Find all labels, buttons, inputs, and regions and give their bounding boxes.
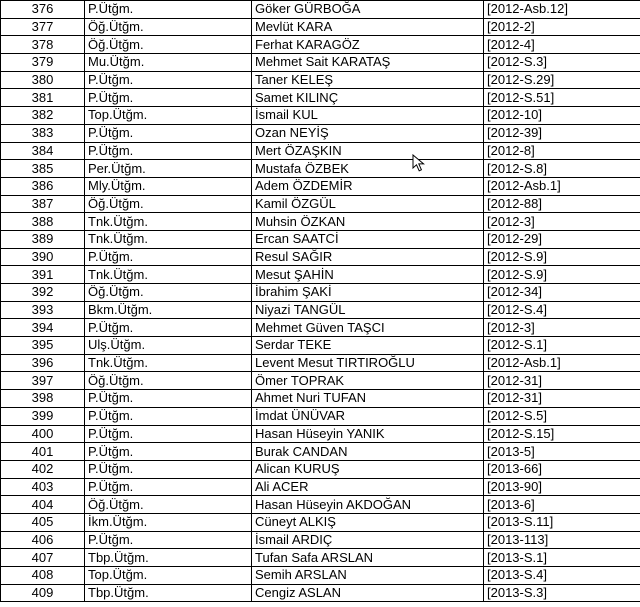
name-cell: Taner KELEŞ	[252, 71, 484, 89]
class-code-cell: [2012-4]	[484, 36, 640, 54]
rank-cell: Bkm.Ütğm.	[85, 301, 252, 319]
mouse-pointer-icon	[412, 154, 426, 172]
table-row	[1, 460, 640, 478]
table-row	[1, 195, 640, 213]
row-number: 379	[1, 54, 85, 72]
table-row	[1, 425, 640, 443]
rank-cell: Öğ.Ütğm.	[85, 372, 252, 390]
row-number: 388	[1, 213, 85, 231]
row-number: 399	[1, 407, 85, 425]
name-cell: Levent Mesut TIRTIROĞLU	[252, 354, 484, 372]
table-row	[1, 531, 640, 549]
class-code-cell: [2012-S.15]	[484, 425, 640, 443]
rank-cell: P.Ütğm.	[85, 478, 252, 496]
row-number: 394	[1, 319, 85, 337]
row-number: 377	[1, 18, 85, 36]
row-number: 389	[1, 230, 85, 248]
rank-cell: P.Ütğm.	[85, 425, 252, 443]
rank-cell: P.Ütğm.	[85, 390, 252, 408]
name-cell: Muhsin ÖZKAN	[252, 213, 484, 231]
table-row	[1, 496, 640, 514]
class-code-cell: [2012-S.5]	[484, 407, 640, 425]
class-code-cell: [2012-S.1]	[484, 337, 640, 355]
name-cell: Samet KILINÇ	[252, 89, 484, 107]
table-row	[1, 160, 640, 178]
table-row	[1, 36, 640, 54]
rank-cell: Öğ.Ütğm.	[85, 496, 252, 514]
table-row	[1, 213, 640, 231]
class-code-cell: [2012-29]	[484, 230, 640, 248]
row-number: 387	[1, 195, 85, 213]
class-code-cell: [2012-31]	[484, 372, 640, 390]
rank-cell: P.Ütğm.	[85, 460, 252, 478]
table-row	[1, 124, 640, 142]
name-cell: Ali ACER	[252, 478, 484, 496]
name-cell: Hasan Hüseyin YANIK	[252, 425, 484, 443]
table-row	[1, 301, 640, 319]
row-number: 393	[1, 301, 85, 319]
row-number: 385	[1, 160, 85, 178]
class-code-cell: [2013-S.1]	[484, 549, 640, 567]
table-row	[1, 567, 640, 585]
class-code-cell: [2012-Asb.12]	[484, 1, 640, 19]
name-cell: Ercan SAATCİ	[252, 230, 484, 248]
class-code-cell: [2012-Asb.1]	[484, 354, 640, 372]
row-number: 404	[1, 496, 85, 514]
table-row	[1, 372, 640, 390]
rank-cell: Tnk.Ütğm.	[85, 354, 252, 372]
class-code-cell: [2013-66]	[484, 460, 640, 478]
row-number: 396	[1, 354, 85, 372]
table-row	[1, 549, 640, 567]
rank-cell: Top.Ütğm.	[85, 567, 252, 585]
name-cell: Mert ÖZAŞKIN	[252, 142, 484, 160]
row-number: 381	[1, 89, 85, 107]
row-number: 397	[1, 372, 85, 390]
name-cell: Hasan Hüseyin AKDOĞAN	[252, 496, 484, 514]
name-cell: Adem ÖZDEMİR	[252, 177, 484, 195]
name-cell: İbrahim ŞAKİ	[252, 284, 484, 302]
class-code-cell: [2013-90]	[484, 478, 640, 496]
personnel-table-body	[1, 1, 640, 602]
class-code-cell: [2012-S.51]	[484, 89, 640, 107]
row-number: 390	[1, 248, 85, 266]
rank-cell: P.Ütğm.	[85, 407, 252, 425]
name-cell: Burak CANDAN	[252, 443, 484, 461]
table-row	[1, 478, 640, 496]
class-code-cell: [2012-34]	[484, 284, 640, 302]
class-code-cell: [2013-6]	[484, 496, 640, 514]
row-number: 376	[1, 1, 85, 19]
rank-cell: Mu.Ütğm.	[85, 54, 252, 72]
class-code-cell: [2013-S.3]	[484, 584, 640, 602]
name-cell: Serdar TEKE	[252, 337, 484, 355]
name-cell: İmdat ÜNÜVAR	[252, 407, 484, 425]
table-row	[1, 266, 640, 284]
row-number: 402	[1, 460, 85, 478]
row-number: 403	[1, 478, 85, 496]
rank-cell: P.Ütğm.	[85, 89, 252, 107]
table-row	[1, 407, 640, 425]
class-code-cell: [2012-39]	[484, 124, 640, 142]
table-row	[1, 584, 640, 602]
table-row	[1, 354, 640, 372]
class-code-cell: [2013-S.4]	[484, 567, 640, 585]
rank-cell: P.Ütğm.	[85, 142, 252, 160]
row-number: 400	[1, 425, 85, 443]
rank-cell: Öğ.Ütğm.	[85, 36, 252, 54]
name-cell: Ferhat KARAGÖZ	[252, 36, 484, 54]
name-cell: Mehmet Sait KARATAŞ	[252, 54, 484, 72]
rank-cell: Tbp.Ütğm.	[85, 549, 252, 567]
row-number: 391	[1, 266, 85, 284]
class-code-cell: [2012-S.8]	[484, 160, 640, 178]
name-cell: Göker GÜRBOĞA	[252, 1, 484, 19]
class-code-cell: [2012-8]	[484, 142, 640, 160]
name-cell: Semih ARSLAN	[252, 567, 484, 585]
class-code-cell: [2012-3]	[484, 213, 640, 231]
rank-cell: P.Ütğm.	[85, 124, 252, 142]
row-number: 392	[1, 284, 85, 302]
name-cell: Ozan NEYİŞ	[252, 124, 484, 142]
class-code-cell: [2012-S.4]	[484, 301, 640, 319]
rank-cell: P.Ütğm.	[85, 1, 252, 19]
rank-cell: Öğ.Ütğm.	[85, 195, 252, 213]
rank-cell: İkm.Ütğm.	[85, 513, 252, 531]
table-row	[1, 284, 640, 302]
table-row	[1, 337, 640, 355]
name-cell: İsmail KUL	[252, 107, 484, 125]
row-number: 382	[1, 107, 85, 125]
row-number: 378	[1, 36, 85, 54]
name-cell: Alican KURUŞ	[252, 460, 484, 478]
name-cell: Ahmet Nuri TUFAN	[252, 390, 484, 408]
class-code-cell: [2013-113]	[484, 531, 640, 549]
table-row	[1, 248, 640, 266]
row-number: 383	[1, 124, 85, 142]
name-cell: Mustafa ÖZBEK	[252, 160, 484, 178]
table-row	[1, 142, 640, 160]
rank-cell: P.Ütğm.	[85, 319, 252, 337]
row-number: 401	[1, 443, 85, 461]
name-cell: Kamil ÖZGÜL	[252, 195, 484, 213]
table-row	[1, 54, 640, 72]
table-row	[1, 513, 640, 531]
rank-cell: Mly.Ütğm.	[85, 177, 252, 195]
row-number: 380	[1, 71, 85, 89]
class-code-cell: [2013-5]	[484, 443, 640, 461]
table-row	[1, 71, 640, 89]
row-number: 386	[1, 177, 85, 195]
row-number: 406	[1, 531, 85, 549]
name-cell: Mesut ŞAHİN	[252, 266, 484, 284]
table-row	[1, 18, 640, 36]
table-row	[1, 443, 640, 461]
rank-cell: Top.Ütğm.	[85, 107, 252, 125]
name-cell: İsmail ARDIÇ	[252, 531, 484, 549]
table-row	[1, 107, 640, 125]
row-number: 407	[1, 549, 85, 567]
table-row	[1, 230, 640, 248]
table-row	[1, 390, 640, 408]
name-cell: Tufan Safa ARSLAN	[252, 549, 484, 567]
rank-cell: P.Ütğm.	[85, 71, 252, 89]
class-code-cell: [2012-2]	[484, 18, 640, 36]
row-number: 408	[1, 567, 85, 585]
class-code-cell: [2013-S.11]	[484, 513, 640, 531]
class-code-cell: [2012-S.29]	[484, 71, 640, 89]
rank-cell: P.Ütğm.	[85, 531, 252, 549]
rank-cell: Per.Ütğm.	[85, 160, 252, 178]
name-cell: Cüneyt ALKIŞ	[252, 513, 484, 531]
class-code-cell: [2012-S.3]	[484, 54, 640, 72]
name-cell: Niyazi TANGÜL	[252, 301, 484, 319]
rank-cell: Ulş.Ütğm.	[85, 337, 252, 355]
rank-cell: P.Ütğm.	[85, 443, 252, 461]
name-cell: Mevlüt KARA	[252, 18, 484, 36]
table-row	[1, 177, 640, 195]
row-number: 409	[1, 584, 85, 602]
table-row	[1, 89, 640, 107]
row-number: 395	[1, 337, 85, 355]
class-code-cell: [2012-3]	[484, 319, 640, 337]
class-code-cell: [2012-10]	[484, 107, 640, 125]
class-code-cell: [2012-S.9]	[484, 248, 640, 266]
row-number: 405	[1, 513, 85, 531]
rank-cell: Tnk.Ütğm.	[85, 266, 252, 284]
class-code-cell: [2012-S.9]	[484, 266, 640, 284]
table-row	[1, 1, 640, 19]
rank-cell: Öğ.Ütğm.	[85, 284, 252, 302]
class-code-cell: [2012-88]	[484, 195, 640, 213]
rank-cell: Tnk.Ütğm.	[85, 230, 252, 248]
name-cell: Mehmet Güven TAŞCI	[252, 319, 484, 337]
row-number: 398	[1, 390, 85, 408]
name-cell: Resul SAĞIR	[252, 248, 484, 266]
table-row	[1, 319, 640, 337]
name-cell: Cengiz ASLAN	[252, 584, 484, 602]
rank-cell: Öğ.Ütğm.	[85, 18, 252, 36]
class-code-cell: [2012-31]	[484, 390, 640, 408]
rank-cell: Tnk.Ütğm.	[85, 213, 252, 231]
rank-cell: P.Ütğm.	[85, 248, 252, 266]
rank-cell: Tbp.Ütğm.	[85, 584, 252, 602]
name-cell: Ömer TOPRAK	[252, 372, 484, 390]
row-number: 384	[1, 142, 85, 160]
class-code-cell: [2012-Asb.1]	[484, 177, 640, 195]
